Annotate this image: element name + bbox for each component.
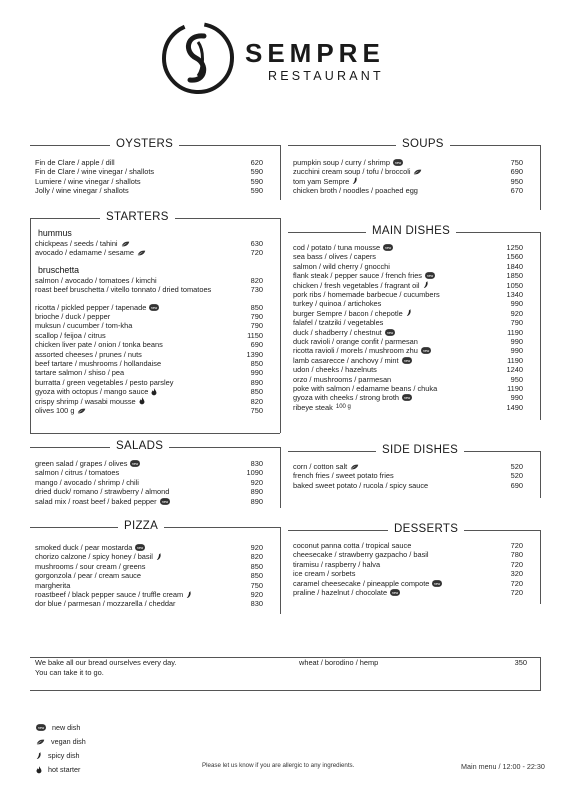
svg-text:new: new [386,330,393,335]
pizza-row-6-price: 830 [250,599,263,609]
new-dish-icon [402,357,412,364]
desserts-row-2 [293,560,535,569]
main-row-3 [293,271,535,280]
desserts-row-3-price: 320 [510,569,523,579]
soups-row-0-name: pumpkin soup / curry / shrimp [293,158,390,167]
salads-row-2 [35,478,275,487]
main-row-9-price: 1190 [507,327,523,337]
starters-row-8 [35,378,275,387]
svg-text:new: new [394,161,402,165]
oysters-row-1 [35,167,275,176]
oysters-row-2-price: 590 [250,176,263,186]
main-row-5-name: pork ribs / homemade barbecue / cucumbers [293,290,440,299]
flame-icon [139,397,145,405]
starters-hummus-row-0 [35,239,275,248]
desserts-row-3 [293,569,535,578]
salads-row-0-name: green salad / grapes / olives [35,459,128,468]
soups-row-1-name: zucchini cream soup / tofu / broccoli [293,167,411,177]
main-row-11 [293,346,535,355]
main-row-11-price: 990 [510,346,523,356]
pizza-right-border [280,527,281,614]
starters-row-0-name: ricotta / pickled pepper / tapenade [35,302,147,312]
desserts-row-4-name: caramel cheesecake / pineapple compote [293,578,430,588]
starters-hummus-heading: hummus [38,228,72,238]
main-row-2-price: 1840 [506,261,523,271]
oysters-right-border [280,145,281,200]
main-row-17-price: 1490 [506,402,523,412]
salads-row-3-price: 890 [250,487,263,497]
legend-new [36,723,80,732]
starters-row-2-name: muksun / cucumber / tom-kha [35,321,133,331]
pizza-row-4-name: margherita [35,580,71,590]
chili-pepper-icon [406,309,412,317]
salads-row-2-price: 920 [250,477,263,487]
main-row-6-name: turkey / quinoa / artichokes [293,299,382,309]
desserts-row-4 [293,579,535,588]
starters-row-1-name: brioche / duck / pepper [35,312,111,321]
chili-pepper-icon [186,591,192,599]
starters-row-7 [35,368,275,377]
oysters-row-0-price: 620 [250,158,263,167]
pizza-row-1 [35,552,275,561]
main-row-15 [293,384,535,393]
main-row-13 [293,365,535,374]
main-row-1-name: sea bass / olives / capers [293,252,376,262]
main-row-4-price: 1050 [506,280,523,290]
starters-row-10 [35,397,275,406]
starters-row-4-price: 690 [250,340,263,350]
starters-hummus-row-1-price: 720 [250,248,263,258]
side-row-2 [293,481,535,490]
new-dish-icon [130,460,140,467]
svg-text:new: new [137,546,144,550]
chili-pepper-icon [36,752,42,760]
new-dish-icon [135,544,145,551]
pizza-row-4-price: 750 [250,580,263,590]
vegan-leaf-icon [413,169,422,175]
soups-row-3-name: chicken broth / noodles / poached egg [293,186,418,196]
soups-row-2 [293,177,535,186]
starters-row-3-name: scallop / feijoa / citrus [35,330,106,340]
salads-row-3-name: dried duck/ romano / strawberry / almond [35,487,170,497]
starters-row-8-name: burratta / green vegetables / pesto parsley [35,377,174,387]
brand-subtitle: RESTAURANT [268,69,384,83]
starters-hummus-row-0-name: chickpeas / seeds / tahini [35,239,118,248]
main-row-0-name: cod / potato / tuna mousse [293,243,381,252]
starters-row-6-price: 850 [250,359,263,368]
salads-row-4-price: 890 [250,496,263,506]
legend-spicy [36,751,80,760]
oysters-row-3-price: 590 [250,186,263,196]
starters-bruschetta-row-1 [35,285,275,294]
soups-row-2-price: 950 [510,176,523,186]
svg-text:new: new [161,499,168,504]
side-row-1-name: french fries / sweet potato fries [293,471,394,481]
main-row-9 [293,328,535,337]
soups-row-3-price: 670 [510,186,523,196]
menu-hours: Main menu / 12:00 - 22:30 [461,762,545,771]
main-row-4 [293,281,535,290]
bread-note-line2: You can take it to go. [35,668,104,677]
starters-row-6 [35,359,275,368]
salads-row-1 [35,468,275,477]
main-row-10-price: 990 [510,337,523,346]
main-row-8-name: falafel / tzatziki / vegetables [293,318,384,328]
pizza-row-3 [35,571,275,580]
svg-text:new: new [151,305,158,310]
oysters-row-2 [35,177,275,186]
main-row-15-price: 1190 [507,384,523,393]
starters-row-5 [35,350,275,359]
desserts-row-2-price: 720 [510,559,523,569]
starters-row-9-price: 850 [250,387,263,397]
pizza-row-5-name: roastbeef / black pepper sauce / truffle cream [35,590,184,599]
desserts-row-0-name: coconut panna cotta / tropical sauce [293,541,412,550]
starters-row-10-price: 820 [250,396,263,406]
starters-title: STARTERS [100,211,175,223]
starters-row-3-price: 1150 [247,330,263,340]
new-dish-icon [402,394,412,401]
brand-name: SEMPRE [245,38,385,68]
starters-row-10-name: crispy shrimp / wasabi mousse [35,396,136,406]
new-dish-icon [390,589,400,596]
desserts-row-4-price: 720 [510,578,523,588]
oysters-row-1-price: 590 [250,167,263,177]
pizza-row-1-name: chorizo calzone / spicy honey / basil [35,552,153,562]
pizza-row-6 [35,599,275,608]
salads-right-border [280,447,281,508]
bread-bottom-divider [30,690,540,691]
pizza-row-2 [35,562,275,571]
main-row-2 [293,262,535,271]
svg-text:new: new [391,591,399,595]
soups-row-2-name: tom yam Sempre [293,176,350,186]
salads-row-0-price: 830 [250,459,263,468]
starters-row-5-name: assorted cheeses / prunes / nuts [35,349,142,359]
legend-hot-label: hot starter [48,765,81,774]
new-dish-icon [432,580,442,587]
pizza-row-2-price: 850 [250,561,263,571]
starters-bruschetta-row-1-name: roast beef bruschetta / vitello tonnato / dried tomatoes [35,285,212,295]
main-row-8 [293,318,535,327]
main-title: MAIN DISHES [366,225,456,237]
svg-text:new: new [422,349,430,354]
starters-row-11-price: 750 [250,406,263,415]
main-row-1 [293,252,535,261]
main-row-6 [293,299,535,308]
starters-bruschetta-row-0-name: salmon / avocado / tomatoes / kimchi [35,275,157,285]
side-row-0-price: 520 [510,462,523,471]
sempre-logo-icon [160,20,236,96]
soups-row-1 [293,167,535,176]
new-dish-icon [425,272,435,279]
pizza-row-5 [35,590,275,599]
new-dish-icon [383,244,393,251]
main-row-3-price: 1850 [506,271,523,281]
main-row-2-name: salmon / wild cherry / gnocchi [293,261,390,271]
main-row-7-price: 920 [510,308,523,318]
vegan-leaf-icon [77,408,86,414]
main-row-12-name: lamb casarecce / anchovy / mint [293,355,399,365]
svg-text:new: new [37,726,45,730]
pizza-row-0-price: 920 [250,543,263,552]
main-row-16-name: gyoza with cheeks / strong broth [293,393,399,403]
desserts-row-5 [293,588,535,597]
legend-vegan [36,737,86,746]
main-row-5 [293,290,535,299]
main-row-1-price: 1560 [506,252,523,262]
starters-row-7-name: tartare salmon / shiso / pea [35,368,125,378]
main-row-11-name: ricotta ravioli / morels / mushroom zhu [293,346,418,356]
pizza-row-2-name: mushrooms / sour cream / greens [35,561,146,571]
flame-icon [36,766,42,774]
main-row-7-name: burger Sempre / bacon / chepotle [293,308,403,318]
side-title: SIDE DISHES [376,444,464,456]
side-row-2-name: baked sweet potato / rucola / spicy sauce [293,480,429,490]
starters-row-2 [35,321,275,330]
bread-note-line1: We bake all our bread ourselves every day. [35,658,177,667]
new-dish-icon [160,498,170,505]
vegan-leaf-icon [350,464,359,470]
desserts-title: DESSERTS [388,523,464,535]
main-row-13-price: 1240 [506,365,523,375]
pizza-row-3-name: gorgonzola / pear / cream sauce [35,571,141,581]
desserts-row-5-name: praline / hazelnut / chocolate [293,588,388,597]
oysters-row-2-name: Lumiere / wine vinegar / shallots [35,176,141,186]
salads-row-0 [35,459,275,468]
pizza-title: PIZZA [118,520,164,532]
soups-row-3 [293,186,535,195]
desserts-row-1-name: cheesecake / strawberry gazpacho / basil [293,550,429,560]
desserts-right-border [540,530,541,604]
starters-row-9 [35,387,275,396]
starters-bruschetta-heading: bruschetta [38,264,80,275]
starters-bottom-border [30,433,280,434]
starters-row-9-name: gyoza with octopus / mango sauce [35,387,149,397]
vegan-leaf-icon [36,739,45,745]
pizza-row-5-price: 920 [250,590,263,599]
starters-bruschetta-row-0-price: 820 [250,275,263,285]
main-row-0 [293,243,535,252]
starters-row-11-name: olives 100 g [35,406,75,415]
side-right-border [540,451,541,498]
starters-row-11 [35,406,275,415]
main-row-15-name: poke with salmon / edamame beans / chuka [293,384,438,393]
soups-title: SOUPS [396,138,450,150]
main-row-4-name: chicken / fresh vegetables / fragrant oil [293,280,420,290]
chili-pepper-icon [423,281,429,289]
main-row-14 [293,375,535,384]
soups-row-1-price: 690 [510,167,523,177]
oysters-title: OYSTERS [110,138,179,150]
oysters-row-1-name: Fin de Clare / wine vinegar / shallots [35,167,155,177]
main-row-8-price: 790 [510,318,523,328]
svg-text:new: new [434,581,441,586]
main-row-14-name: orzo / mushrooms / parmesan [293,374,392,384]
vegan-leaf-icon [121,241,130,247]
main-row-9-name: duck / shadberry / chestnut [293,327,382,337]
salads-row-4 [35,497,275,506]
legend-spicy-label: spicy dish [48,751,80,760]
pizza-row-6-name: dor blue / parmesan / mozzarella / cheddar [35,599,176,609]
legend-hot [36,765,80,774]
oysters-row-3 [35,186,275,195]
starters-left-border [30,218,31,433]
bread-price: 350 [514,658,527,667]
flame-icon [151,388,157,396]
legend-new-label: new dish [52,723,81,732]
main-row-7 [293,309,535,318]
side-row-1-price: 520 [510,471,523,481]
main-row-17 [293,403,535,412]
starters-row-3 [35,331,275,340]
svg-text:new: new [384,246,392,250]
starters-bruschetta-row-0 [35,276,275,285]
starters-row-4 [35,340,275,349]
salads-title: SALADS [110,440,169,452]
desserts-row-5-price: 720 [510,588,523,597]
chili-pepper-icon [156,553,162,561]
pizza-row-1-price: 820 [250,552,263,562]
soups-right-border [540,145,541,210]
new-dish-icon [149,304,159,311]
main-row-16 [293,393,535,402]
pizza-row-4 [35,581,275,590]
main-row-16-price: 990 [510,393,523,403]
new-dish-icon [36,724,46,731]
main-row-17-portion: 100 g [335,403,351,410]
main-row-10 [293,337,535,346]
main-row-12-price: 1190 [507,355,523,365]
starters-row-2-price: 790 [250,321,263,331]
starters-row-1-price: 790 [250,312,263,321]
starters-hummus-row-1 [35,248,275,257]
side-row-2-price: 690 [510,480,523,490]
side-row-1 [293,471,535,480]
chili-pepper-icon [352,177,358,185]
bread-item: wheat / borodino / hemp [299,658,379,667]
svg-text:new: new [426,274,434,279]
oysters-row-0 [35,158,275,167]
main-row-10-name: duck ravioli / orange confit / parmesan [293,337,418,346]
main-row-5-price: 1340 [506,290,523,299]
desserts-row-0 [293,541,535,550]
salads-row-2-name: mango / avocado / shrimp / chili [35,477,139,487]
salads-row-4-name: salad mix / roast beef / baked pepper [35,496,157,506]
oysters-row-0-name: Fin de Clare / apple / dill [35,158,115,167]
new-dish-icon [421,347,431,354]
starters-row-1 [35,312,275,321]
salads-row-3 [35,487,275,496]
starters-row-5-price: 1390 [246,349,263,359]
new-dish-icon [385,329,395,336]
allergy-note: Please let us know if you are allergic to any ingredients. [202,762,355,769]
svg-text:new: new [403,358,410,363]
main-row-12 [293,356,535,365]
salads-row-1-name: salmon / citrus / tomatoes [35,468,120,478]
vegan-leaf-icon [137,250,146,256]
starters-hummus-row-1-name: avocado / edamame / sesame [35,248,135,258]
main-row-6-price: 990 [510,299,523,309]
starters-right-border [280,218,281,433]
desserts-row-1 [293,550,535,559]
main-row-17-name: ribeye steak [293,402,333,412]
starters-row-7-price: 990 [250,368,263,378]
bread-right-border [540,657,541,691]
soups-row-0-price: 750 [510,158,523,167]
desserts-row-3-name: ice cream / sorbets [293,569,356,579]
svg-text:new: new [132,462,139,466]
new-dish-icon [393,159,403,166]
side-row-0-name: corn / cotton salt [293,462,348,471]
side-row-0 [293,462,535,471]
starters-row-4-name: chicken liver pate / onion / tonka beans [35,340,163,350]
desserts-row-1-price: 780 [510,550,523,560]
starters-row-0 [35,303,275,312]
main-row-13-name: udon / cheeks / hazelnuts [293,365,377,375]
desserts-row-0-price: 720 [510,541,523,550]
legend-vegan-label: vegan dish [51,737,86,746]
main-row-14-price: 950 [510,374,523,384]
main-right-border [540,232,541,420]
svg-text:new: new [403,396,411,401]
main-row-3-name: flank steak / pepper sauce / french fries [293,271,422,281]
main-row-0-price: 1250 [506,243,523,252]
starters-row-6-name: beef tartare / mushrooms / hollandaise [35,359,162,368]
pizza-row-0 [35,543,275,552]
starters-hummus-row-0-price: 630 [250,239,263,248]
oysters-row-3-name: Jolly / wine vinegar / shallots [35,186,129,196]
salads-row-1-price: 1090 [246,468,263,478]
pizza-row-3-price: 850 [250,571,263,581]
desserts-row-2-name: tiramisu / raspberry / halva [293,559,381,569]
starters-row-8-price: 890 [250,377,263,387]
starters-row-0-price: 850 [250,302,263,312]
soups-row-0 [293,158,535,167]
starters-bruschetta-row-1-price: 730 [250,285,263,295]
pizza-row-0-name: smoked duck / pear mostarda [35,543,133,552]
